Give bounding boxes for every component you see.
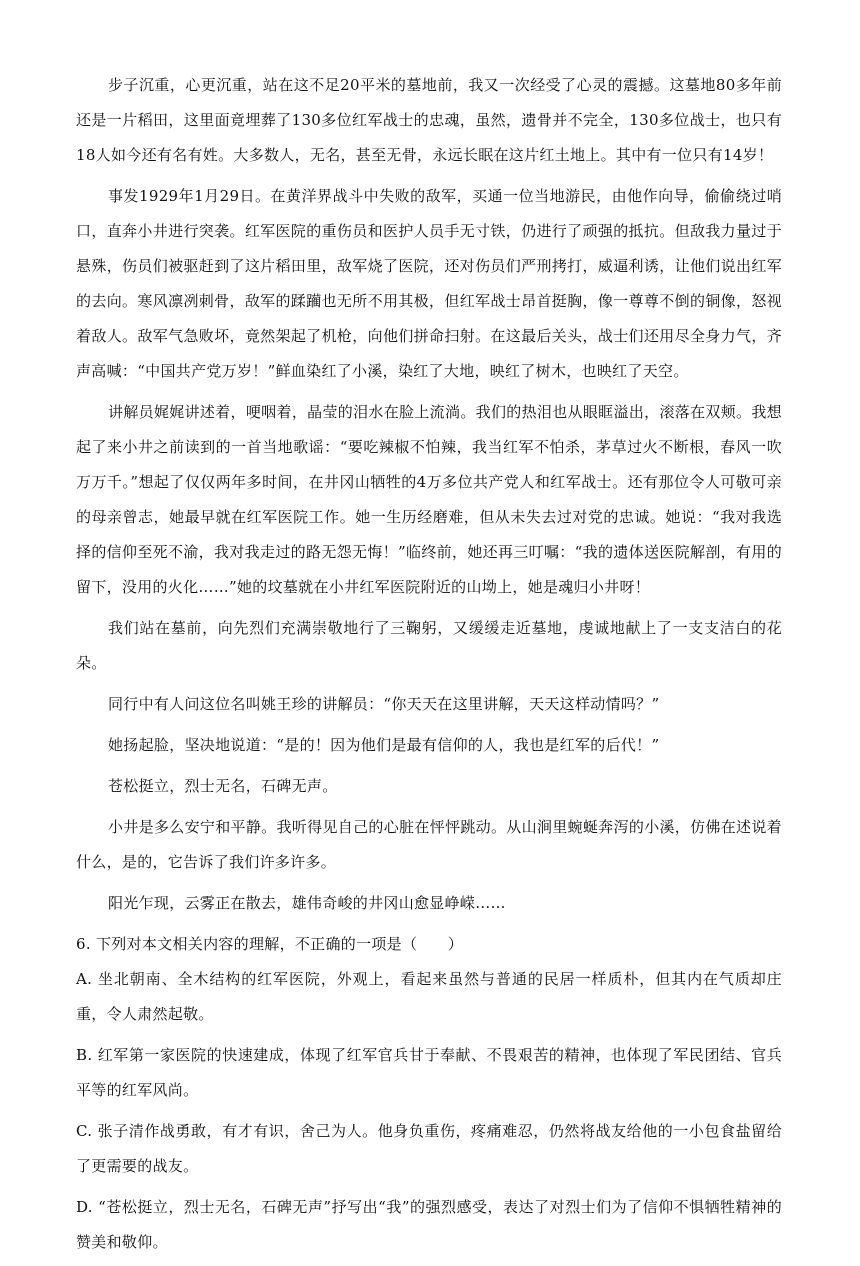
passage-paragraph-7: 苍松挺立，烈士无名，石碑无声。 [108,777,338,795]
passage-paragraph-4: 我们站在墓前，向先烈们充满崇敬地行了三鞠躬，又缓缓走近墓地，虔诚地献上了一支支洁白的花朵。 [76,619,782,672]
passage-paragraph-1: 步子沉重，心更沉重，站在这不足20平米的墓地前，我又一次经受了心灵的震撼。这墓地80多年前还是一片稻田，这里面竟埋葬了130多位红军战士的忠魂，虽然，遗骨并不完全，130多位战士，也只有18人如今还有名有姓。大多数人，无名，甚至无骨，永远长眠在这片红土地上。其中有一位只有14岁！ [76,76,782,164]
option-d: D. “苍松挺立，烈士无名，石碑无声”抒写出“我”的强烈感受，表达了对烈士们为了信仰不惧牺牲精神的赞美和敬仰。 [76,1198,782,1251]
option-b: B. 红军第一家医院的快速建成，体现了红军官兵甘于奉献、不畏艰苦的精神，也体现了军民团结、官兵平等的红军风尚。 [76,1046,782,1099]
passage-paragraph-8: 小井是多么安宁和平静。我听得见自己的心脏在怦怦跳动。从山涧里蜿蜒奔泻的小溪，仿佛在述说着什么，是的，它告诉了我们许多许多。 [76,818,782,871]
passage-paragraph-3: 讲解员娓娓讲述着，哽咽着，晶莹的泪水在脸上流淌。我们的热泪也从眼眶溢出，滚落在双颊。我想起了来小井之前读到的一首当地歌谣：“要吃辣椒不怕辣，我当红军不怕杀，茅草过火不断根，春风一吹万万千。”想起了仅仅两年多时间，在井冈山牺牲的4万多位共产党人和红军战士。还有那位令人可敬可亲的母亲曾志，她最早就在红军医院工作。她一生历经磨难，但从未失去过对党的忠诚。她说：“我对我选择的信仰至死不渝，我对我走过的路无怨无悔！”临终前，她还再三叮嘱：“我的遗体送医院解剖，有用的留下，没用的火化……”她的坟墓就在小井红军医院附近的山坳上，她是魂归小井呀！ [76,403,782,596]
passage-paragraph-5: 同行中有人问这位名叫姚王珍的讲解员：“你天天在这里讲解，天天这样动情吗？” [108,695,660,713]
passage-paragraph-9: 阳光乍现，云雾正在散去，雄伟奇峻的井冈山愈显峥嵘…… [108,894,506,912]
question-block [76,927,782,1260]
passage-paragraph-2: 事发1929年1月29日。在黄洋界战斗中失败的敌军，买通一位当地游民，由他作向导，偷偷绕过哨口，直奔小井进行突袭。红军医院的重伤员和医护人员手无寸铁，仍进行了顽强的抵抗。但敌我力量过于悬殊，伤员们被驱赶到了这片稻田里，敌军烧了医院，还对伤员们严刑拷打，威逼利诱，让他们说出红军的去向。寒风凛冽刺骨，敌军的蹂躏也无所不用其极，但红军战士昂首挺胸，像一尊尊不倒的铜像，怒视着敌人。敌军气急败坏，竟然架起了机枪，向他们拼命扫射。在这最后关头，战士们还用尽全身力气，齐声高喊：“中国共产党万岁！”鲜血染红了小溪，染红了大地，映红了树木，也映红了天空。 [76,187,782,380]
document-page [76,68,782,1266]
reading-passage [76,68,782,921]
option-c: C. 张子清作战勇敢，有才有识，舍己为人。他身负重伤，疼痛难忍，仍然将战友给他的一小包食盐留给了更需要的战友。 [76,1122,782,1175]
passage-paragraph-6: 她扬起脸，坚决地说道：“是的！因为他们是最有信仰的人，我也是红军的后代！” [108,736,660,754]
question-stem: 6. 下列对本文相关内容的理解，不正确的一项是（ ） [76,935,464,953]
option-a: A. 坐北朝南、全木结构的红军医院，外观上，看起来虽然与普通的民居一样质朴，但其内在气质却庄重，令人肃然起敬。 [76,970,782,1023]
